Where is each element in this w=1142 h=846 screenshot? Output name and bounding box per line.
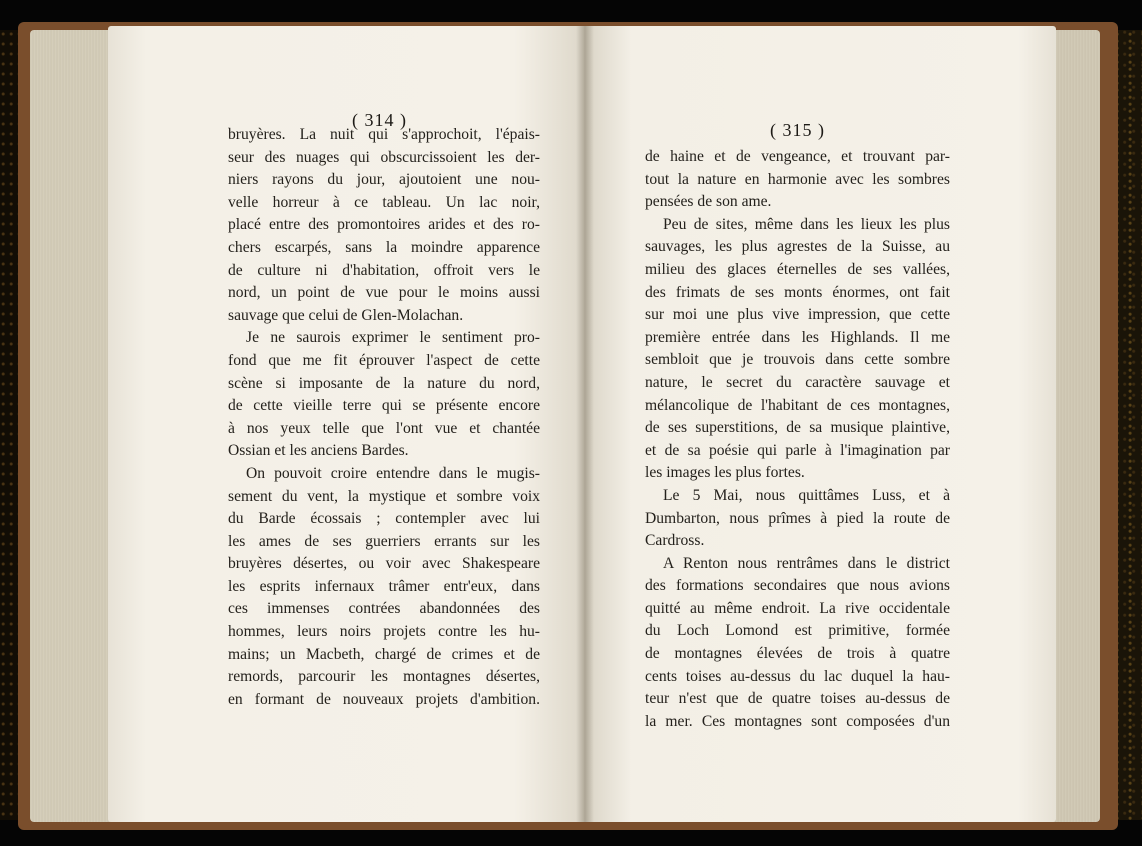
text-line: chers escarpés, sans la moindre apparence — [228, 238, 540, 256]
right-page-number: ( 315 ) — [770, 120, 825, 140]
text-line: des formations secondaires que nous avions — [645, 577, 950, 595]
text-line: de montagnes élevées de trois à quatre — [645, 645, 950, 663]
text-line: niers rayons du jour, ajoutoient une nou- — [228, 171, 540, 189]
text-line: remords, parcourir les montagnes désertes, — [228, 668, 540, 686]
text-line: Le 5 Mai, nous quittâmes Luss, et à — [663, 486, 950, 504]
text-line: nord, un point de vue pour le moins aussi — [228, 284, 540, 302]
text-line: bruyères. La nuit qui s'approchoit, l'épais- — [228, 126, 540, 143]
text-line: du Barde écossais ; contempler avec lui — [228, 510, 540, 528]
text-line: On pouvoit croire entendre dans le mugis- — [246, 464, 540, 482]
text-line: Cardross. — [645, 532, 705, 550]
text-line: cents toises au-dessus du lac duquel la hau- — [645, 667, 950, 685]
text-line: de haine et de vengeance, et trouvant par- — [645, 148, 950, 165]
text-line: de cette vieille terre qui se présente encore — [228, 397, 540, 415]
text-line: mains; un Macbeth, chargé de crimes et de — [228, 645, 540, 663]
text-line: à nos yeux telle que l'ont vue et chantée — [228, 419, 540, 437]
text-line: bruyères désertes, ou voir avec Shakespeare — [228, 555, 540, 573]
text-line: sur moi une plus vive impression, que cette — [645, 306, 950, 324]
text-line: les images les plus fortes. — [645, 464, 805, 482]
text-line: sauvages, les plus agrestes de la Suisse, au — [645, 238, 950, 256]
text-line: nature, le secret du caractère sauvage et — [645, 373, 950, 391]
left-page-text — [228, 124, 540, 711]
right-page-text — [645, 146, 950, 733]
text-line: fond que me fit éprouver l'aspect de cette — [228, 351, 540, 369]
text-line: ces immenses contrées abandonnées des — [228, 600, 540, 618]
text-line: hommes, leurs noirs projets contre les hu- — [228, 623, 540, 641]
text-line: sement du vent, la mystique et sombre voix — [228, 487, 540, 505]
text-line: en formant de nouveaux projets d'ambition. — [228, 690, 540, 708]
text-line: Ossian et les anciens Bardes. — [228, 442, 409, 460]
text-line: Je ne saurois exprimer le sentiment pro- — [246, 329, 540, 347]
text-line: des frimats de ses monts énormes, ont fait — [645, 283, 950, 301]
text-line: A Renton nous rentrâmes dans le district — [663, 554, 950, 572]
text-line: seur des nuages qui obscurcissoient les der- — [228, 148, 540, 166]
text-line: Peu de sites, même dans les lieux les plus — [663, 215, 950, 233]
text-line: du Loch Lomond est primitive, formée — [645, 622, 950, 640]
text-line: mélancolique de l'habitant de ces montagnes, — [645, 396, 950, 414]
text-line: milieu des glaces éternelles de ses vallées, — [645, 260, 950, 278]
book-gutter — [576, 26, 594, 822]
text-line: velle horreur à ce tableau. Un lac noir, — [228, 193, 540, 211]
text-line: scène si imposante de la nature du nord, — [228, 374, 540, 392]
text-line: de ses superstitions, de sa musique plaintive, — [645, 419, 950, 437]
text-line: sauvage que celui de Glen-Molachan. — [228, 306, 464, 324]
text-line: placé entre des promontoires arides et des ro- — [228, 216, 540, 234]
text-line: quitté au même endroit. La rive occidentale — [645, 599, 950, 617]
text-line: sembloit que je trouvois dans cette sombre — [645, 351, 950, 369]
text-line: la mer. Ces montagnes sont composées d'un — [645, 712, 950, 730]
text-line: les ames de ses guerriers errants sur les — [228, 532, 540, 550]
text-line: Dumbarton, nous prîmes à pied la route de — [645, 509, 950, 527]
text-line: et de sa poésie qui parle à l'imagination par — [645, 441, 950, 459]
text-line: les esprits infernaux trâmer entr'eux, dans — [228, 577, 540, 595]
text-line: teur n'est que de quatre toises au-dessus de — [645, 690, 950, 708]
page-edges-left — [30, 30, 112, 822]
text-line: de culture ni d'habitation, offroit vers le — [228, 261, 540, 279]
page-edges-right — [1052, 30, 1100, 822]
text-line: première entrée dans les Highlands. Il me — [645, 328, 950, 346]
left-page-number: ( 314 ) — [352, 110, 407, 130]
text-line: tout la nature en harmonie avec les sombres — [645, 170, 950, 188]
text-line: pensées de son ame. — [645, 193, 772, 211]
